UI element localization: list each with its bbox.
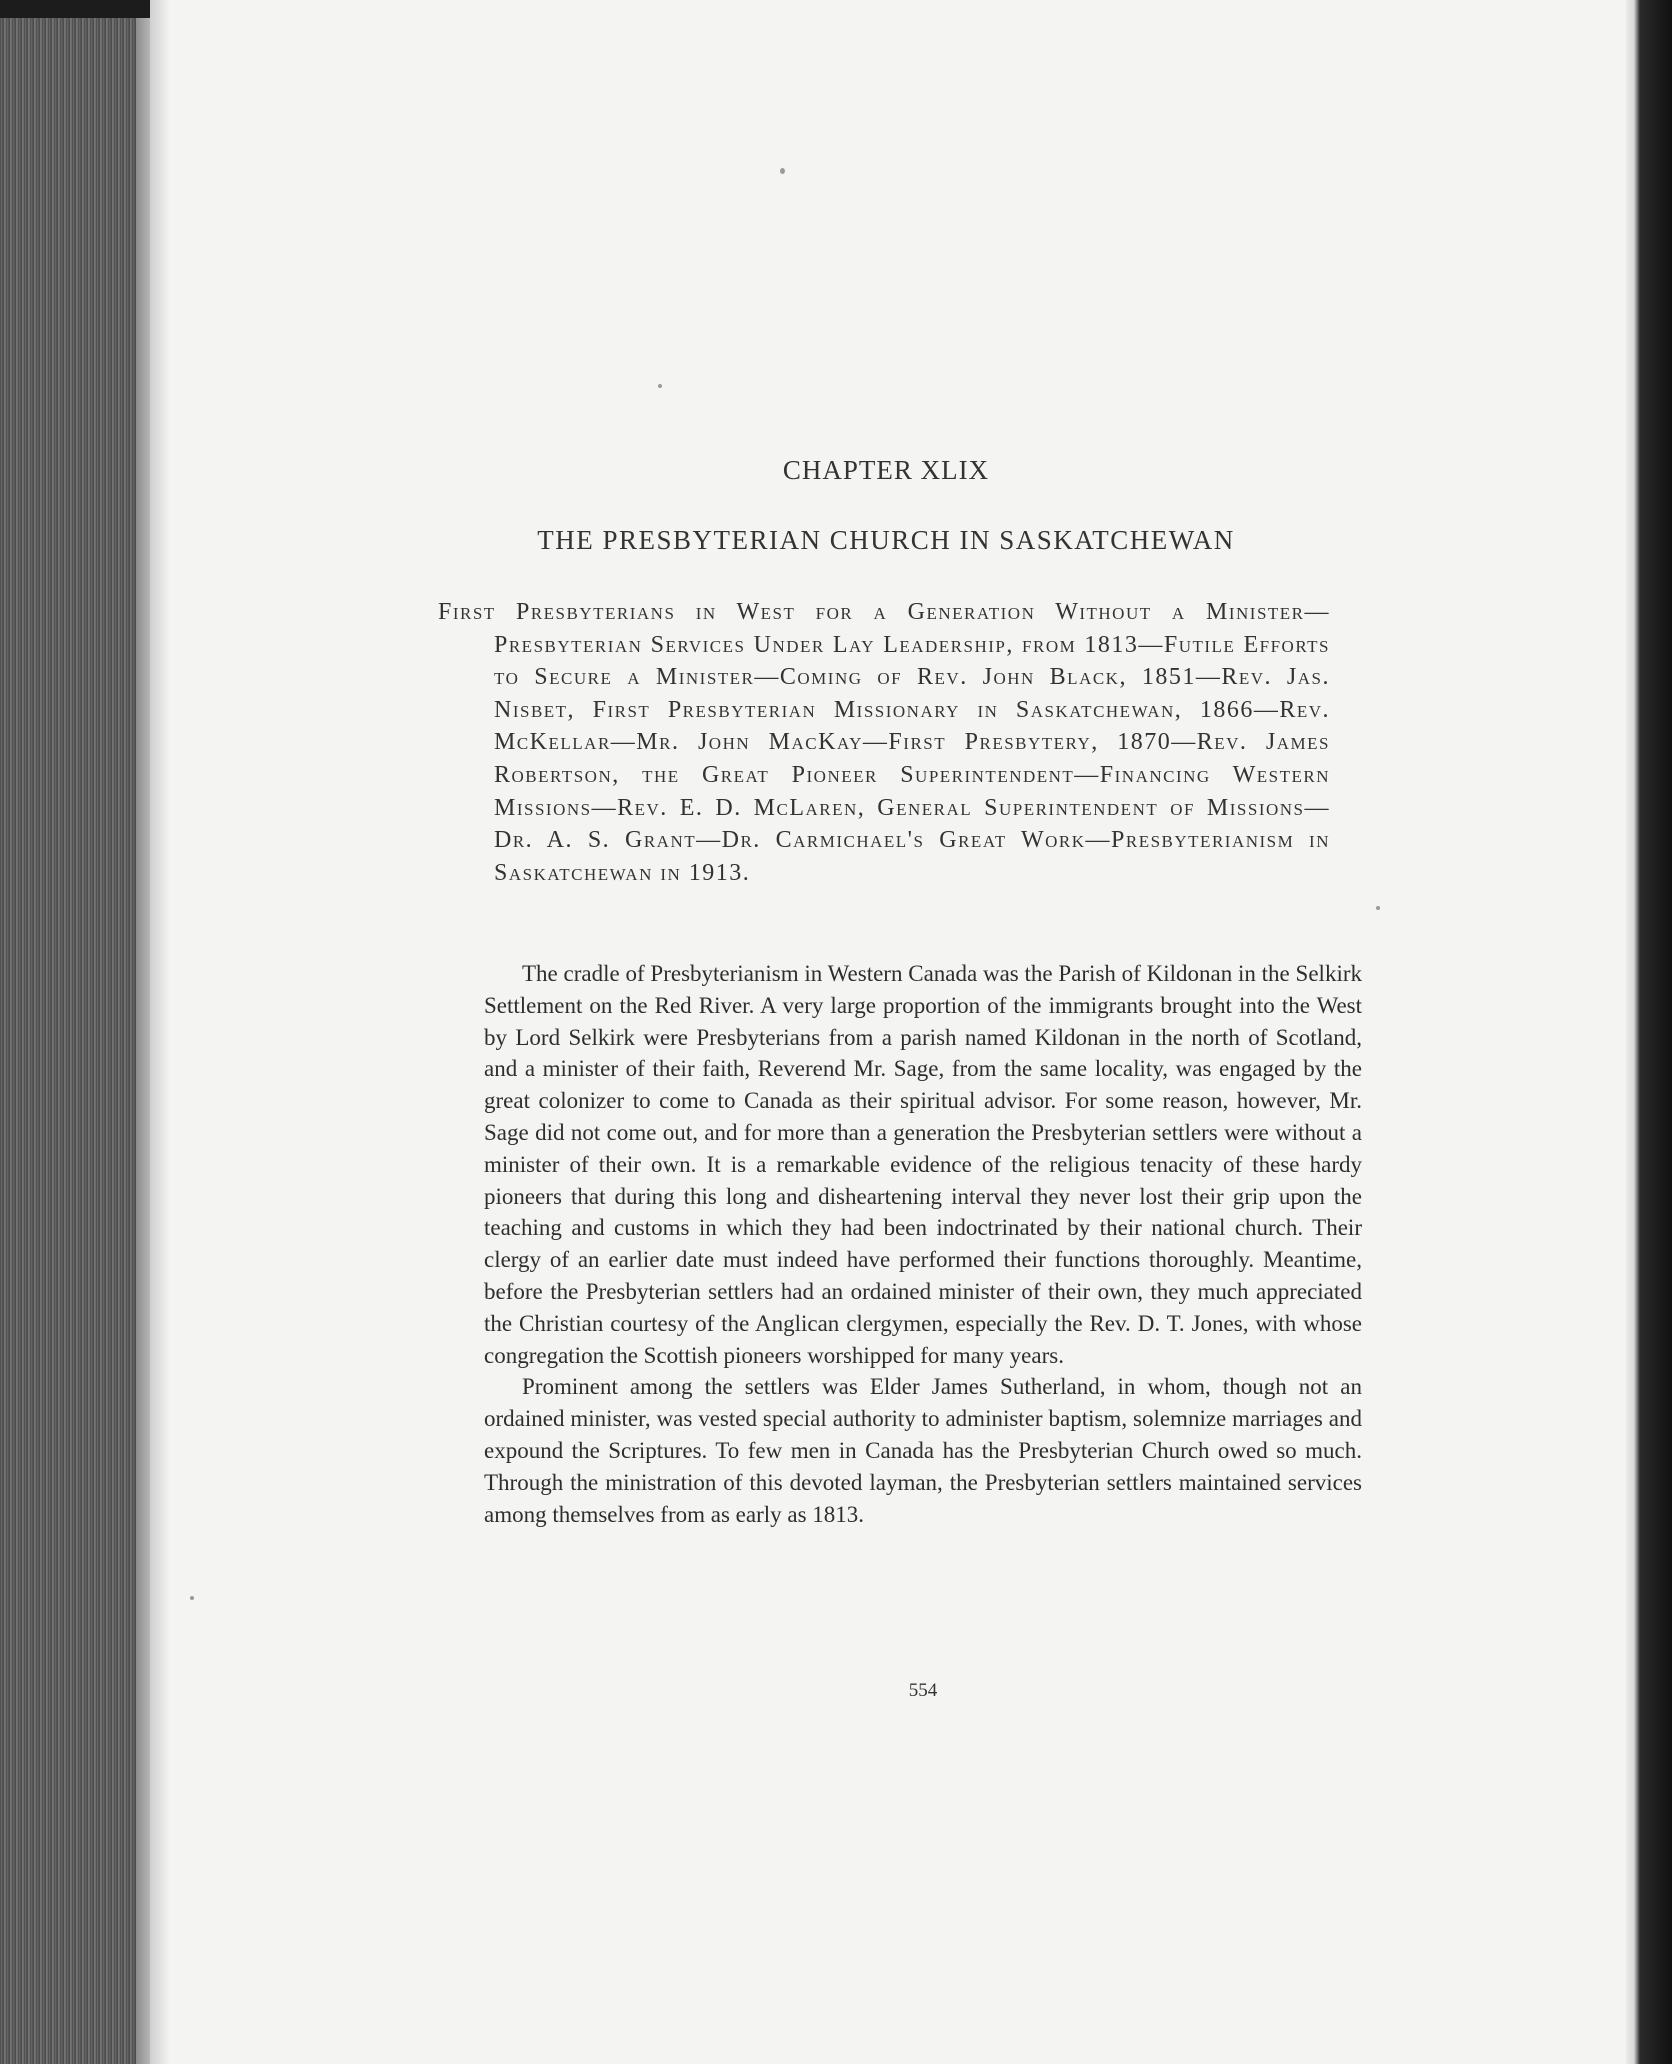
paper-speck — [780, 168, 785, 174]
binding-shadow — [1626, 0, 1672, 2064]
paper-speck — [1376, 906, 1380, 910]
page-number: 554 — [908, 1680, 938, 1701]
paper-speck — [190, 1596, 194, 1600]
chapter-title: THE PRESBYTERIAN CHURCH IN SASKATCHEWAN — [537, 525, 1235, 555]
paragraph: Prominent among the settlers was Elder James Sutherland, in whom, though not an ordained minister, was vested special authority to administer baptism, solemnize marriages and expound the Scriptures. To few men in Canada has the Presbyterian Church owed so much. Through the ministration of this devoted layman, the Presbyterian settlers maintained services among themselves from as early as 1813. — [484, 1374, 1362, 1527]
chapter-summary: First Presbyterians in West for a Generation Without a Minister—Presbyterian Services Under Lay Leadership, from 1813—Futile Efforts to Secure a Minister—Coming of Rev. John Black, 1851—Rev. Jas. Nisbet, First Presbyterian Missionary in Saskatchewan, 1866—Rev. McKellar—Mr. John MacKay—First Presbytery, 1870—Rev. James Robertson, the Great Pioneer Superintendent—Financing Western Missions—Rev. E. D. McLaren, General Superintendent of Missions—Dr. A. S. Grant—Dr. Carmichael's Great Work—Presbyterianism in Saskatchewan in 1913. — [438, 599, 1330, 886]
chapter-number: CHAPTER XLIX — [782, 455, 990, 485]
book-page — [150, 0, 1626, 2064]
paragraph: The cradle of Presbyterianism in Western Canada was the Parish of Kildonan in the Selkirk Settlement on the Red River. A very large proportion of the immigrants brought into the West by Lord Selkirk were Presbyterians from a parish named Kildonan in the north of Scotland, and a minister of their faith, Reverend Mr. Sage, from the same locality, was engaged by the great colonizer to come to Canada as their spiritual advisor. For some reason, however, Mr. Sage did not come out, and for more than a generation the Presbyterian settlers were without a minister of their own. It is a remarkable evidence of the religious tenacity of these hardy pioneers that during this long and disheartening interval they never lost their grip upon the teaching and customs in which they had been indoctrinated by their national church. Their clergy of an earlier date must indeed have performed their functions thoroughly. Meantime, before the Presbyterian settlers had an ordained minister of their own, they much appreciated the Christian courtesy of the Anglican clergymen, especially the Rev. D. T. Jones, with whose congregation the Scottish pioneers worshipped for many years. — [484, 961, 1362, 1368]
body-text — [484, 958, 1362, 1530]
book-fore-edge — [0, 18, 150, 2064]
paper-speck — [658, 384, 662, 388]
